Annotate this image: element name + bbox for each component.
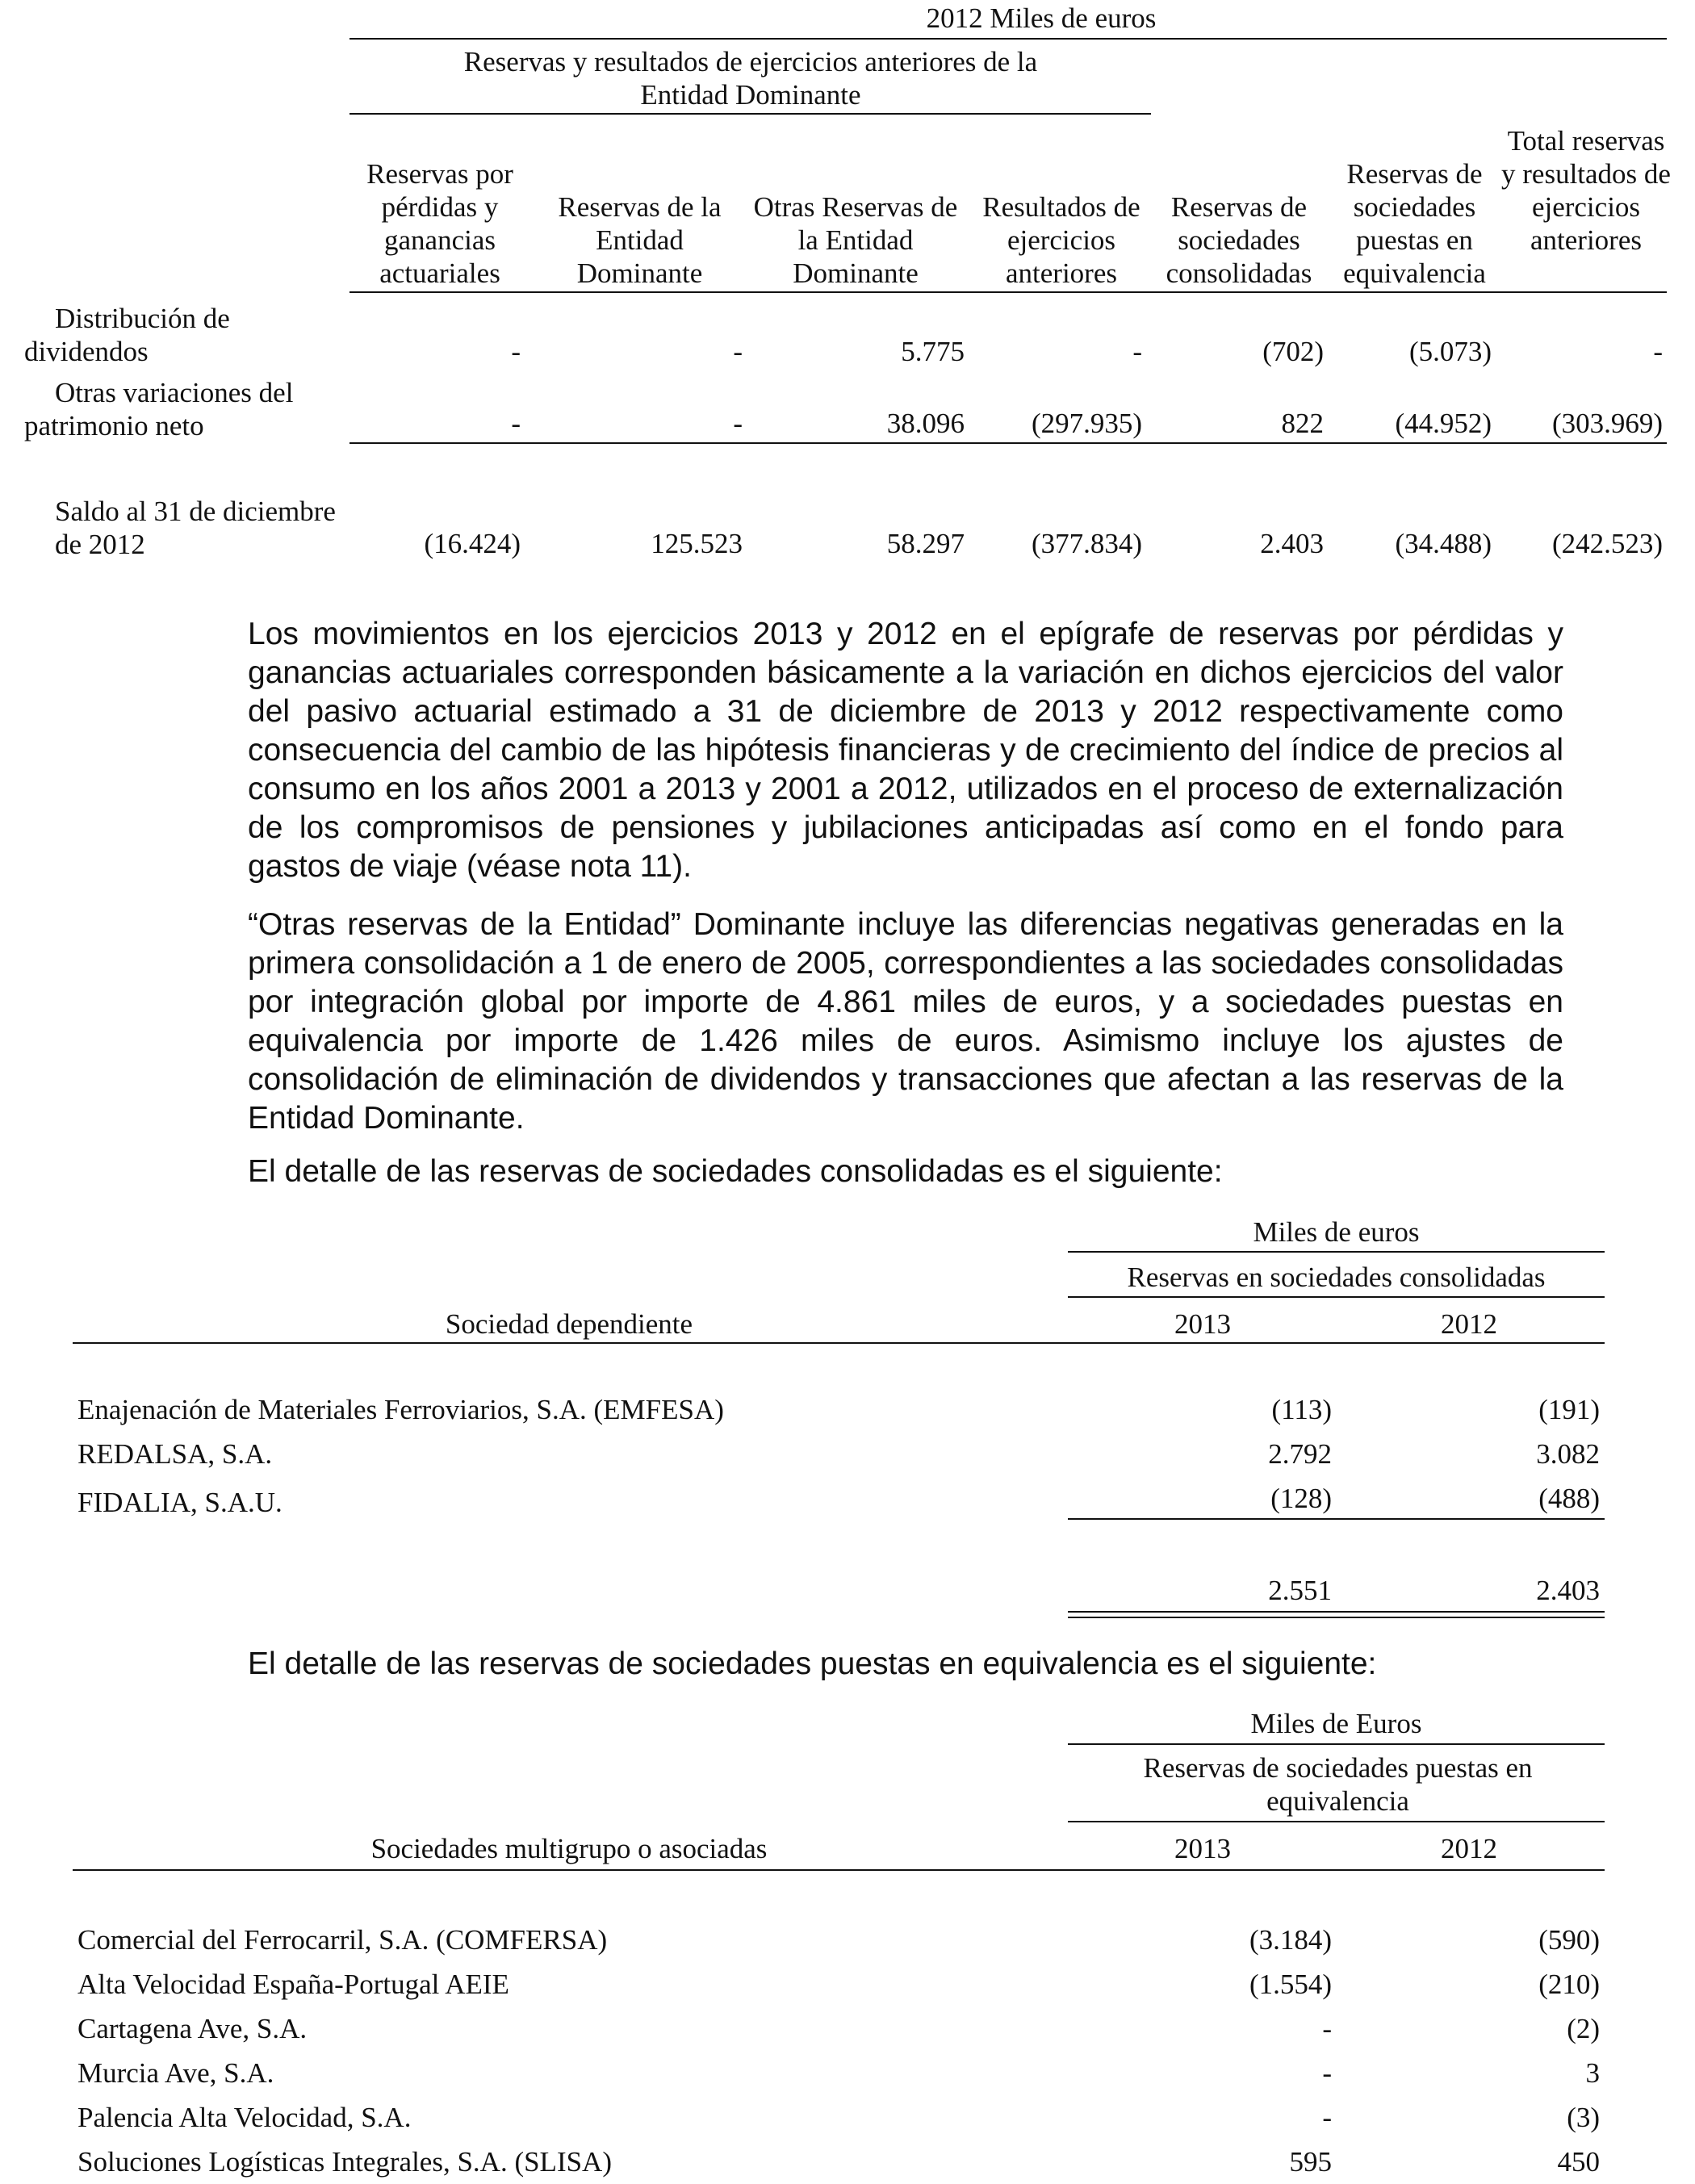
rule — [1068, 1296, 1605, 1298]
rule — [349, 113, 1151, 115]
table-cell: 5.775 — [901, 336, 965, 367]
table-cell: (303.969) — [1551, 408, 1663, 439]
table-title: 2012 Miles de euros — [926, 2, 1157, 34]
rule — [349, 442, 1667, 444]
company-name: Enajenación de Materiales Ferroviarios, S.A. (EMFESA) — [77, 1394, 724, 1425]
rule — [1068, 1743, 1605, 1745]
company-name: Palencia Alta Velocidad, S.A. — [77, 2102, 412, 2133]
table-cell: (702) — [1262, 336, 1324, 367]
year-header: 2013 — [1174, 1308, 1231, 1340]
label-header: Sociedad dependiente — [445, 1308, 693, 1340]
table-cell: 2.792 — [1268, 1438, 1332, 1470]
company-name: Alta Velocidad España-Portugal AEIE — [77, 1969, 509, 2000]
paragraph-text: “Otras reservas de la Entidad” Dominante incluye las diferencias negativas generadas en la primera consolidación a 1 de enero de 2005, correspondientes a las sociedades consolidadas por integración global por importe de 4.861 miles de euros, y a sociedades puestas en equivalencia por importe de 1.426 miles de euros. Asimismo incluye los ajustes de consolidación de eliminación de dividendos y transacciones que afectan a las reservas de la Entidad Dominante. — [248, 907, 1563, 1136]
rule — [1068, 1518, 1605, 1520]
sub-header: Reservas de sociedades puestas en equivalencia — [1143, 1752, 1533, 1817]
table-cell: 125.523 — [651, 528, 743, 559]
total-cell: 2.551 — [1268, 1575, 1332, 1606]
column-header: Reservas por pérdidas y ganancias actuariales — [366, 158, 513, 289]
table-cell: (16.424) — [424, 528, 521, 559]
year-header: 2012 — [1441, 1833, 1497, 1864]
company-name: Comercial del Ferrocarril, S.A. (COMFERSA) — [77, 1924, 608, 1956]
table-cell: (242.523) — [1551, 528, 1663, 559]
column-header: Reservas de la Entidad Dominante — [558, 191, 722, 289]
table-cell: (297.935) — [1031, 408, 1142, 439]
company-name: REDALSA, S.A. — [77, 1438, 273, 1470]
table-cell: (113) — [1271, 1394, 1332, 1425]
table-cell: 2.403 — [1260, 528, 1324, 559]
total-cell: 2.403 — [1536, 1575, 1600, 1606]
column-header: Resultados de ejercicios anteriores — [982, 191, 1140, 289]
rule — [1068, 1251, 1605, 1253]
table-cell: (191) — [1538, 1394, 1600, 1425]
year-header: 2013 — [1174, 1833, 1231, 1864]
column-header: Reservas de sociedades consolidadas — [1166, 191, 1312, 289]
double-rule — [1068, 1611, 1605, 1618]
table-cell: (44.952) — [1395, 408, 1492, 439]
paragraph — [248, 1645, 1563, 1684]
company-name: FIDALIA, S.A.U. — [77, 1487, 282, 1518]
table-cell: (3.184) — [1249, 1924, 1332, 1956]
company-name: Murcia Ave, S.A. — [77, 2057, 274, 2089]
table-cell: 3.082 — [1536, 1438, 1600, 1470]
rule — [349, 291, 1667, 293]
company-name: Soluciones Logísticas Integrales, S.A. (SLISA) — [77, 2146, 612, 2178]
rule — [73, 1869, 1605, 1871]
table-cell: - — [1322, 2057, 1332, 2089]
table-cell: (2) — [1567, 2013, 1600, 2044]
paragraph — [248, 615, 1563, 886]
table-cell: - — [733, 336, 743, 367]
table-cell: - — [1653, 336, 1663, 367]
table-cell: 822 — [1281, 408, 1324, 439]
row-label: Otras variaciones del patrimonio neto — [24, 377, 294, 441]
table-cell: 3 — [1585, 2057, 1600, 2089]
unit-header: Miles de Euros — [1250, 1708, 1422, 1739]
table-cell: 450 — [1557, 2146, 1600, 2178]
company-name: Cartagena Ave, S.A. — [77, 2013, 308, 2044]
table-cell: (5.073) — [1408, 336, 1492, 367]
table-cell: - — [733, 408, 743, 439]
paragraph — [248, 1153, 1563, 1191]
paragraph-text: El detalle de las reservas de sociedades consolidadas es el siguiente: — [248, 1154, 1223, 1189]
table-cell: (377.834) — [1031, 528, 1142, 559]
unit-header: Miles de euros — [1253, 1216, 1420, 1248]
row-label: Distribución de dividendos — [24, 303, 230, 367]
table-cell: (210) — [1538, 1969, 1600, 2000]
column-header: Total reservas y resultados de ejercicios anteriores — [1501, 125, 1671, 256]
row-label: Saldo al 31 de diciembre de 2012 — [55, 496, 336, 560]
table-cell: (1.554) — [1249, 1969, 1332, 2000]
column-header: Reservas de sociedades puestas en equivalencia — [1343, 158, 1486, 289]
sub-header: Reservas en sociedades consolidadas — [1127, 1261, 1546, 1293]
paragraph-text: El detalle de las reservas de sociedades puestas en equivalencia es el siguiente: — [248, 1646, 1377, 1681]
table-cell: (128) — [1270, 1483, 1332, 1514]
table-cell: - — [1322, 2013, 1332, 2044]
rule — [73, 1342, 1605, 1344]
table-cell: 58.297 — [886, 528, 965, 559]
table-cell: (488) — [1538, 1483, 1600, 1514]
table-cell: - — [511, 408, 521, 439]
column-header: Otras Reservas de la Entidad Dominante — [753, 191, 958, 289]
label-header: Sociedades multigrupo o asociadas — [370, 1833, 768, 1864]
rule — [349, 38, 1667, 40]
rule — [1068, 1821, 1605, 1822]
table-cell: (34.488) — [1395, 528, 1492, 559]
table-cell: - — [511, 336, 521, 367]
table-cell: (3) — [1567, 2102, 1600, 2133]
paragraph-text: Los movimientos en los ejercicios 2013 y 2012 en el epígrafe de reservas por pérdidas y ganancias actuariales corresponden básicamente a la variación en dichos ejercicios del valor del pasivo actuarial estimado a 31 de diciembre de 2013 y 2012 respectivamente como consecuencia del cambio de las hipótesis financieras y de crecimiento del índice de precios al consumo en los años 2001 a 2013 y 2001 a 2012, utilizados en el proceso de externalización de los compromisos de pensiones y jubilaciones anticipadas así como en el fondo para gastos de viaje (véase nota 11). — [248, 617, 1563, 884]
paragraph — [248, 906, 1563, 1138]
year-header: 2012 — [1441, 1308, 1497, 1340]
table-cell: 595 — [1289, 2146, 1332, 2178]
table-cell: 38.096 — [886, 408, 965, 439]
table-cell: (590) — [1538, 1924, 1600, 1956]
group-header: Reservas y resultados de ejercicios anteriores de la Entidad Dominante — [463, 46, 1038, 111]
table-cell: - — [1322, 2102, 1332, 2133]
table-cell: - — [1132, 336, 1142, 367]
